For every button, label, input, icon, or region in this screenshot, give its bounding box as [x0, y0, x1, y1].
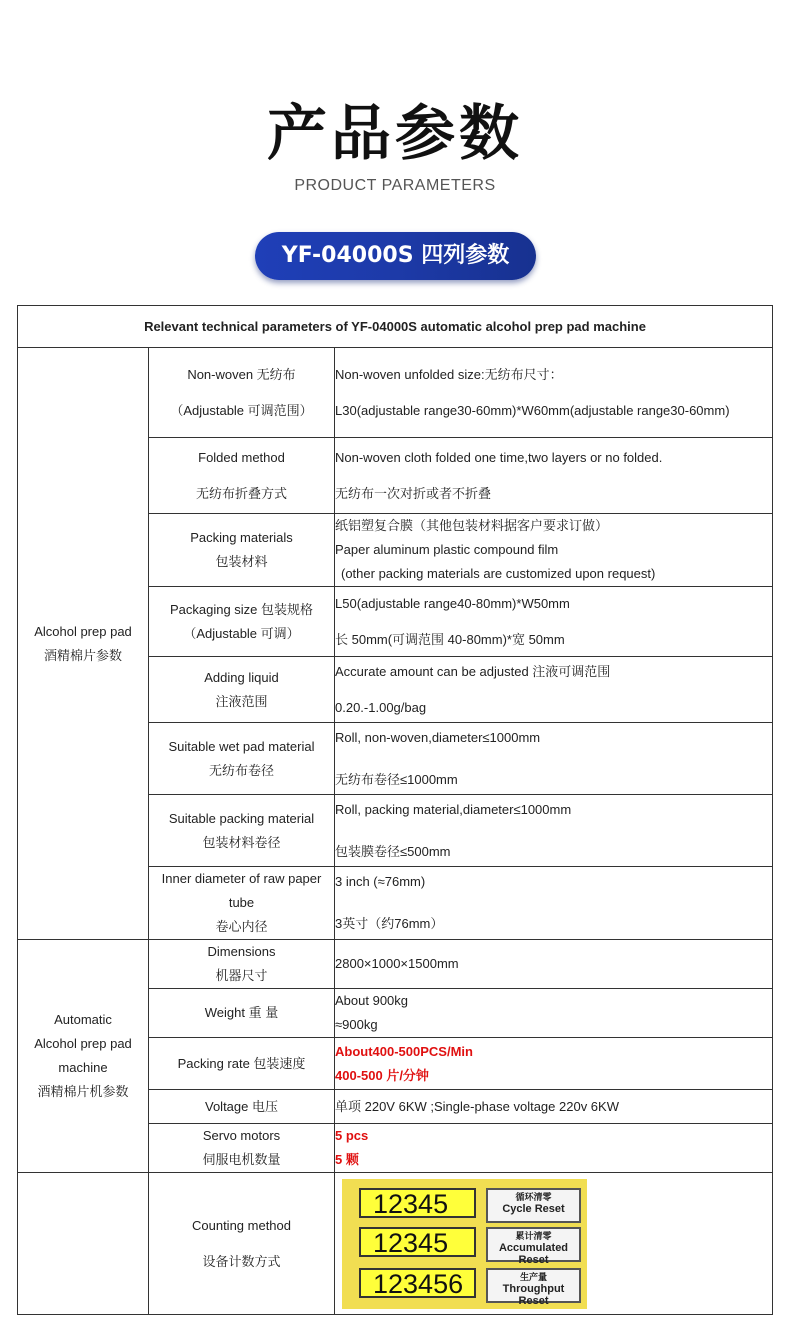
value-line: About 900kg — [335, 993, 409, 1008]
label-line: Counting method — [191, 1217, 291, 1233]
row-label — [149, 657, 335, 723]
label-line: 卷心内径 — [215, 919, 268, 934]
label-line: Packing materials — [190, 530, 293, 545]
row-label — [149, 514, 335, 587]
counter-display: 12345 — [359, 1227, 476, 1257]
counter-display: 123456 — [359, 1268, 476, 1298]
spec-table — [17, 305, 773, 1315]
button-en-label: Reset — [518, 1253, 549, 1266]
button-en-label: Throughput — [502, 1282, 565, 1295]
button-en-label: Reset — [518, 1294, 549, 1307]
button-en-label: Cycle Reset — [502, 1202, 565, 1215]
value-line: Accurate amount can be adjusted 注液可调范围 — [335, 663, 611, 679]
row-value — [335, 1090, 773, 1124]
counter-row — [359, 1227, 581, 1266]
value-line: 无纺布卷径≤1000mm — [335, 771, 458, 787]
label-line: 伺服电机数量 — [202, 1152, 281, 1167]
packing-rate-value: About400-500PCS/Min — [335, 1043, 473, 1059]
value-line: (other packing materials are customized upon request) — [341, 566, 656, 581]
label-line: 包装材料 — [215, 554, 268, 569]
label-line: Inner diameter of raw paper — [161, 871, 322, 886]
value-line: Roll, packing material,diameter≤1000mm — [335, 801, 572, 817]
label-line: Folded method — [198, 449, 285, 465]
counter-row — [359, 1188, 581, 1220]
value-line: L50(adjustable range40-80mm)*W50mm — [335, 595, 570, 611]
value-line: Non-woven unfolded size:无纺布尺寸： — [335, 366, 563, 382]
servo-count-value-cn: 5 颗 — [335, 1152, 359, 1167]
row-label — [149, 867, 335, 940]
value-line: 2800×1000×1500mm — [335, 956, 459, 971]
group-line: Alcohol prep pad — [34, 623, 132, 639]
throughput-reset-button[interactable] — [486, 1268, 581, 1307]
button-cn-label: 循环清零 — [515, 1191, 552, 1202]
servo-count-value: 5 pcs — [335, 1128, 369, 1143]
page-title: 产品参数 — [267, 99, 523, 169]
row-value — [335, 989, 773, 1038]
group-alcohol-pad — [18, 348, 149, 940]
label-line: Voltage 电压 — [205, 1098, 278, 1114]
row-value — [335, 348, 773, 438]
group-line: Automatic — [54, 1012, 112, 1027]
row-value — [335, 795, 773, 867]
label-line: Suitable packing material — [168, 810, 315, 826]
label-line: （Adjustable 可调范围） — [170, 402, 313, 418]
label-line: Dimensions — [207, 944, 276, 959]
row-label — [149, 989, 335, 1038]
label-line: 无纺布折叠方式 — [195, 485, 287, 501]
counter-panel-cell — [335, 1173, 773, 1315]
table-heading: Relevant technical parameters of YF-04000S automatic alcohol prep pad machine — [18, 306, 773, 348]
cycle-reset-button[interactable] — [486, 1188, 581, 1223]
row-value — [335, 657, 773, 723]
row-value — [335, 1124, 773, 1173]
row-value — [335, 587, 773, 657]
group-line: Alcohol prep pad — [34, 1036, 132, 1051]
group-machine — [18, 940, 149, 1173]
label-line: Suitable wet pad material — [168, 738, 315, 754]
value-line: 0.20.-1.00g/bag — [335, 699, 427, 715]
value-line: Roll, non-woven,diameter≤1000mm — [335, 729, 541, 745]
label-line: Non-woven 无纺布 — [187, 366, 296, 382]
row-label — [149, 940, 335, 989]
row-value — [335, 514, 773, 587]
row-label — [149, 1038, 335, 1090]
value-line: Paper aluminum plastic compound film — [335, 542, 559, 557]
table-heading-row — [18, 306, 773, 348]
group-line: 酒精棉片机参数 — [37, 1084, 129, 1099]
label-line: Adding liquid — [204, 669, 279, 685]
value-line: 长 50mm(可调范围 40-80mm)*宽 50mm — [335, 631, 565, 647]
counter-panel — [342, 1179, 587, 1309]
row-value — [335, 438, 773, 514]
button-en-label: Accumulated — [498, 1241, 569, 1254]
model-badge: YF-04000S 四列参数 — [255, 232, 536, 280]
table-row — [18, 1173, 773, 1315]
value-line: 包装膜卷径≤500mm — [335, 843, 451, 859]
value-line: 无纺布一次对折或者不折叠 — [335, 485, 492, 501]
row-label — [149, 587, 335, 657]
empty-group-cell — [18, 1173, 149, 1315]
row-label — [149, 1124, 335, 1173]
value-line: Non-woven cloth folded one time,two layers or no folded. — [335, 449, 663, 465]
row-value — [335, 940, 773, 989]
value-line: ≈900kg — [335, 1017, 378, 1032]
label-line: Servo motors — [202, 1128, 281, 1143]
label-line: 机器尺寸 — [215, 968, 268, 983]
value-line: L30(adjustable range30-60mm)*W60mm(adjustable range30-60mm) — [335, 402, 730, 418]
label-line: Packing rate 包装速度 — [177, 1055, 306, 1071]
row-label — [149, 795, 335, 867]
label-line: Weight 重 量 — [204, 1005, 279, 1020]
counter-display: 12345 — [359, 1188, 476, 1218]
label-line: 包装材料卷径 — [202, 834, 281, 850]
button-cn-label: 累计清零 — [515, 1230, 552, 1241]
row-label — [149, 438, 335, 514]
table-row — [18, 348, 773, 438]
accumulated-reset-button[interactable] — [486, 1227, 581, 1266]
label-line: 无纺布卷径 — [208, 762, 274, 778]
group-line: 酒精棉片参数 — [43, 647, 122, 663]
row-label — [149, 348, 335, 438]
value-line: 3英寸（约76mm） — [335, 916, 444, 931]
row-label — [149, 723, 335, 795]
row-label — [149, 1090, 335, 1124]
row-value — [335, 867, 773, 940]
row-label — [149, 1173, 335, 1315]
table-row — [18, 940, 773, 989]
page-subtitle: PRODUCT PARAMETERS — [294, 177, 496, 194]
row-value — [335, 1038, 773, 1090]
counter-row — [359, 1268, 581, 1307]
label-line: tube — [228, 895, 255, 910]
row-value — [335, 723, 773, 795]
label-line: Packaging size 包装规格 — [169, 601, 314, 617]
label-line: 注液范围 — [215, 693, 268, 709]
label-line: 设备计数方式 — [202, 1253, 281, 1269]
button-cn-label: 生产量 — [519, 1271, 547, 1282]
value-line: 单项 220V 6KW ;Single-phase voltage 220v 6KW — [335, 1098, 619, 1114]
value-line: 3 inch (≈76mm) — [335, 874, 426, 889]
value-line: 纸铝塑复合膜（其他包装材料据客户要求订做） — [335, 518, 609, 533]
group-line: machine — [58, 1060, 108, 1075]
packing-rate-value-cn: 400-500 片/分钟 — [335, 1067, 429, 1083]
label-line: （Adjustable 可调） — [183, 625, 300, 641]
